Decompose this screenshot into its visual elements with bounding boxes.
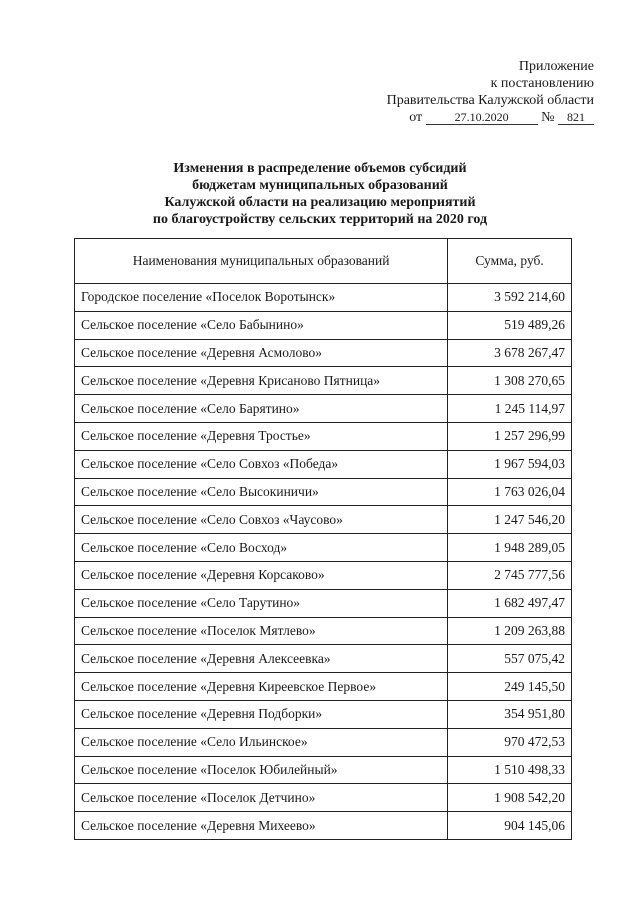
municipality-name: Сельское поселение «Поселок Мятлево»: [75, 617, 448, 645]
title-line-1: Изменения в распределение объемов субсидий: [173, 161, 467, 176]
subsidy-sum: 1 245 114,97: [448, 395, 572, 423]
table-row: [75, 506, 572, 534]
municipality-name: Сельское поселение «Село Бабынино»: [75, 311, 448, 339]
table-header-row: [75, 239, 572, 284]
subsidy-sum: 1 257 296,99: [448, 422, 572, 450]
subsidy-sum: 354 951,80: [448, 700, 572, 728]
appendix-resolution-label: к постановлению: [490, 76, 594, 91]
subsidy-sum: 3 678 267,47: [448, 339, 572, 367]
table-body: [75, 284, 572, 840]
title-line-2: бюджетам муниципальных образований: [192, 178, 448, 193]
municipality-name: Сельское поселение «Село Ильинское»: [75, 728, 448, 756]
table-row: [75, 450, 572, 478]
table-row: [75, 395, 572, 423]
title-line-3: Калужской области на реализацию мероприятий: [164, 195, 476, 210]
municipality-name: Городское поселение «Поселок Воротынск»: [75, 284, 448, 312]
subsidy-sum: 1 209 263,88: [448, 617, 572, 645]
document-title: [0, 160, 640, 228]
appendix-header: [387, 58, 594, 126]
municipality-name: Сельское поселение «Село Высокиничи»: [75, 478, 448, 506]
subsidy-sum: 970 472,53: [448, 728, 572, 756]
column-header-name: Наименования муниципальных образований: [75, 239, 448, 284]
subsidy-sum: 557 075,42: [448, 645, 572, 673]
municipality-name: Сельское поселение «Поселок Детчино»: [75, 784, 448, 812]
subsidy-sum: 1 967 594,03: [448, 450, 572, 478]
municipality-name: Сельское поселение «Деревня Подборки»: [75, 700, 448, 728]
table-row: [75, 617, 572, 645]
table-row: [75, 422, 572, 450]
municipality-name: Сельское поселение «Деревня Крисаново Пятница»: [75, 367, 448, 395]
number-sign: №: [541, 110, 555, 125]
table-row: [75, 589, 572, 617]
subsidy-sum: 1 510 498,33: [448, 756, 572, 784]
appendix-date-line: [387, 109, 594, 126]
subsidy-sum: 1 247 546,20: [448, 506, 572, 534]
table-row: [75, 645, 572, 673]
table-row: [75, 478, 572, 506]
municipality-name: Сельское поселение «Деревня Киреевское Первое»: [75, 673, 448, 701]
table-row: [75, 700, 572, 728]
municipality-name: Сельское поселение «Село Тарутино»: [75, 589, 448, 617]
table-row: [75, 561, 572, 589]
municipality-name: Сельское поселение «Село Восход»: [75, 534, 448, 562]
municipality-name: Сельское поселение «Деревня Тростье»: [75, 422, 448, 450]
appendix-label: Приложение: [518, 59, 594, 74]
subsidy-sum: 1 682 497,47: [448, 589, 572, 617]
subsidy-sum: 1 948 289,05: [448, 534, 572, 562]
subsidy-table: [74, 238, 572, 840]
subsidy-sum: 3 592 214,60: [448, 284, 572, 312]
table-row: [75, 728, 572, 756]
table-row: [75, 534, 572, 562]
subsidy-sum: 1 763 026,04: [448, 478, 572, 506]
subsidy-sum: 1 908 542,20: [448, 784, 572, 812]
subsidy-sum: 519 489,26: [448, 311, 572, 339]
municipality-name: Сельское поселение «Деревня Алексеевка»: [75, 645, 448, 673]
municipality-name: Сельское поселение «Село Совхоз «Победа»: [75, 450, 448, 478]
resolution-date: 27.10.2020: [426, 110, 538, 125]
subsidy-sum: 1 308 270,65: [448, 367, 572, 395]
table-row: [75, 284, 572, 312]
subsidy-sum: 249 145,50: [448, 673, 572, 701]
table-row: [75, 784, 572, 812]
table-row: [75, 367, 572, 395]
resolution-number: 821: [558, 110, 594, 125]
title-line-4: по благоустройству сельских территорий на 2020 год: [152, 212, 488, 227]
appendix-government-label: Правительства Калужской области: [386, 93, 594, 108]
municipality-name: Сельское поселение «Село Совхоз «Чаусово»: [75, 506, 448, 534]
table-row: [75, 339, 572, 367]
table-row: [75, 673, 572, 701]
table-row: [75, 812, 572, 840]
municipality-name: Сельское поселение «Деревня Асмолово»: [75, 339, 448, 367]
municipality-name: Сельское поселение «Село Барятино»: [75, 395, 448, 423]
date-prefix: от: [409, 110, 423, 125]
municipality-name: Сельское поселение «Деревня Корсаково»: [75, 561, 448, 589]
table-row: [75, 311, 572, 339]
table-row: [75, 756, 572, 784]
municipality-name: Сельское поселение «Деревня Михеево»: [75, 812, 448, 840]
column-header-sum: Сумма, руб.: [448, 239, 572, 284]
municipality-name: Сельское поселение «Поселок Юбилейный»: [75, 756, 448, 784]
subsidy-sum: 904 145,06: [448, 812, 572, 840]
subsidy-sum: 2 745 777,56: [448, 561, 572, 589]
